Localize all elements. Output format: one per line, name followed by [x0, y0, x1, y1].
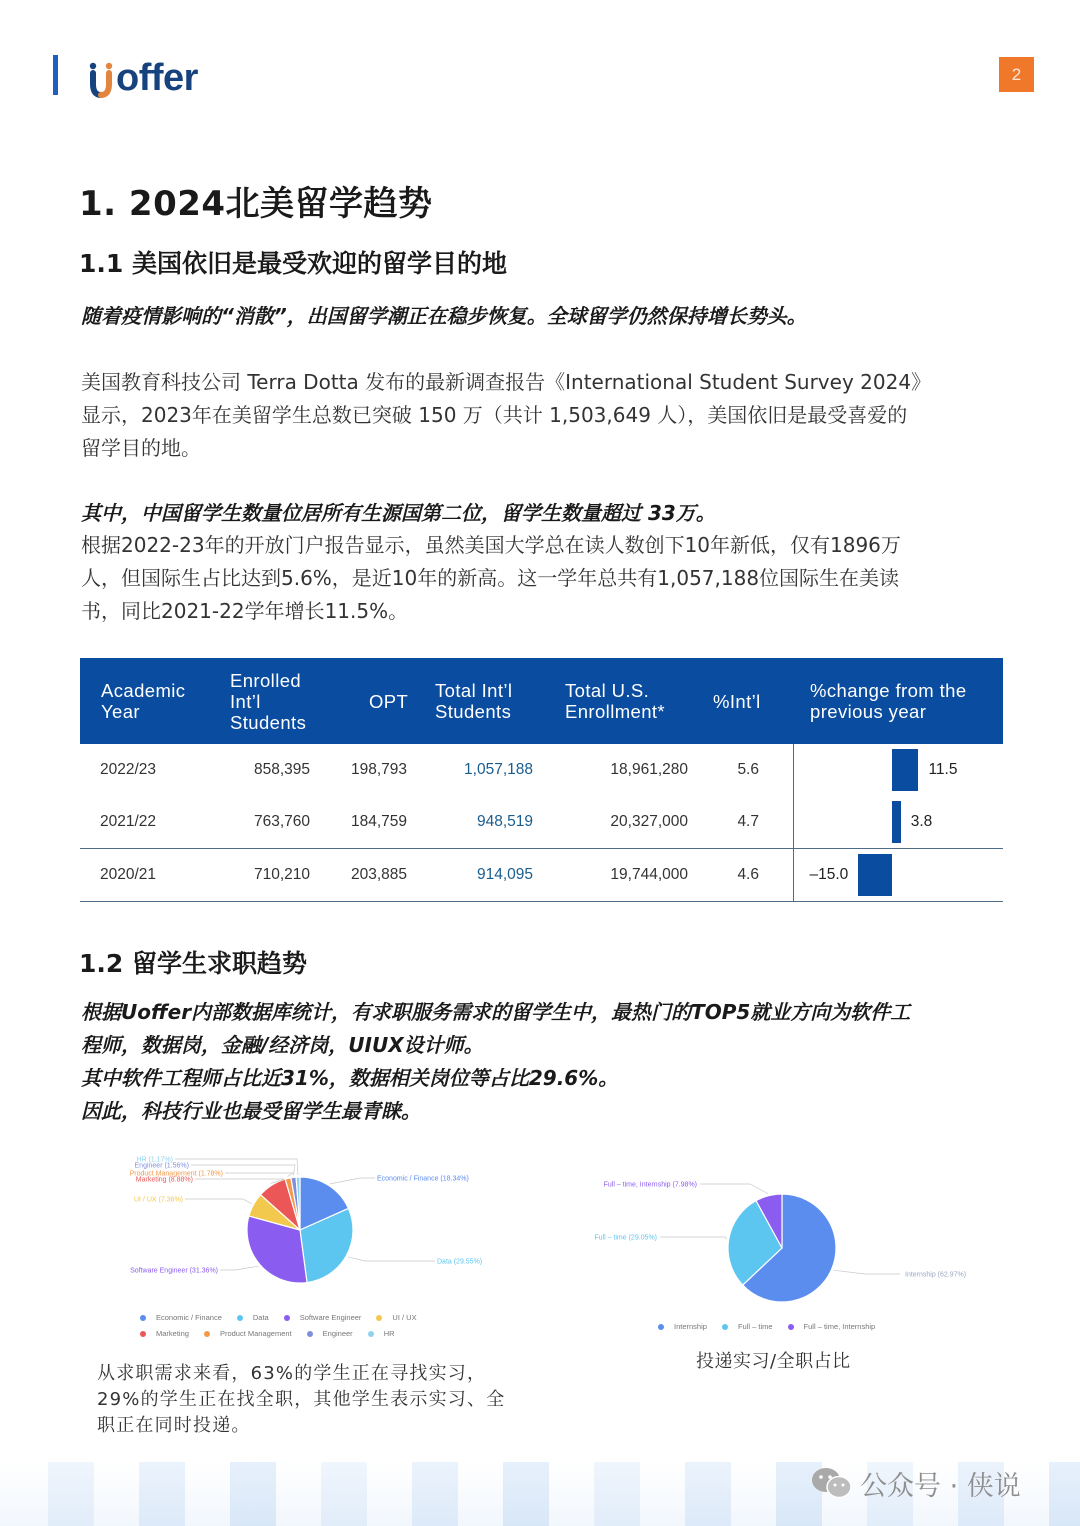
pie-label-leader-line	[833, 1270, 900, 1274]
table-row	[80, 796, 1003, 848]
cell-total-intl: 914,095	[476, 866, 533, 883]
decorative-stripe	[230, 1462, 276, 1526]
header-text: Total Int’l	[435, 680, 513, 701]
cell-total-us: 18,961,280	[610, 761, 688, 778]
legend-item	[658, 1322, 707, 1331]
legend-label: Engineer	[322, 1329, 353, 1338]
legend-item	[722, 1322, 773, 1331]
wechat-icon	[810, 1466, 854, 1500]
header-text: Students	[435, 701, 512, 722]
lead-line: 因此，科技行业也最受留学生最青睐。	[81, 1099, 421, 1123]
cell-total-us: 19,744,000	[610, 866, 688, 883]
decorative-stripe	[1049, 1462, 1080, 1526]
caption-left	[97, 1361, 505, 1439]
header-text: Academic	[101, 680, 186, 701]
cell-year: 2021/22	[100, 813, 157, 830]
caption-line: 职正在同时投递。	[97, 1415, 251, 1436]
header-accent-bar	[53, 55, 58, 95]
header-pct-intl	[713, 658, 809, 744]
lead-text-jobs	[81, 996, 910, 1128]
page-number-badge: 2	[999, 57, 1034, 92]
header-text: %Int’l	[713, 690, 761, 712]
caption-line: 从求职需求来看，63%的学生正在寻找实习，	[97, 1363, 487, 1384]
cell-opt: 184,759	[350, 813, 407, 830]
legend-dot-icon	[368, 1331, 374, 1337]
legend-dot-icon	[722, 1324, 728, 1330]
cell-year: 2020/21	[100, 866, 157, 883]
wechat-watermark	[810, 1462, 1021, 1504]
cell-enrolled: 710,210	[253, 866, 310, 883]
paragraph-open-doors	[81, 529, 901, 628]
paragraph-survey	[81, 366, 931, 465]
legend-label: Full – time	[737, 1322, 773, 1331]
decorative-stripe	[685, 1462, 731, 1526]
legend-label: UI / UX	[392, 1313, 417, 1322]
pie-data-label: Marketing (8.88%)	[135, 1176, 193, 1184]
legend-label: Data	[252, 1313, 269, 1322]
header-text: Int’l	[230, 690, 261, 712]
pie-data-label: Data (29.55%)	[437, 1258, 483, 1266]
subsection-title-1-2: 1.2 留学生求职趋势	[79, 949, 307, 978]
legend-item	[284, 1313, 362, 1322]
cell-total-intl: 1,057,188	[464, 761, 533, 778]
legend-item	[140, 1329, 189, 1338]
legend-item	[140, 1313, 222, 1322]
change-label: 3.8	[910, 813, 933, 830]
table-body	[80, 744, 1003, 902]
decorative-stripe	[321, 1462, 367, 1526]
table-header-row	[80, 658, 1003, 744]
cell-pct-intl: 5.6	[737, 761, 759, 778]
header-text: Total U.S.	[565, 680, 650, 701]
lead-text-2: 其中，中国留学生数量位居所有生源国第二位，留学生数量超过 33万。	[81, 501, 716, 525]
logo-u-mark-icon	[88, 58, 116, 98]
change-bar	[892, 749, 918, 791]
pie-data-label: Engineer (1.56%)	[134, 1162, 189, 1170]
cell-change	[793, 744, 1003, 796]
legend-item	[788, 1322, 876, 1331]
header-total-intl	[435, 658, 565, 744]
decorative-stripe	[48, 1462, 94, 1526]
decorative-stripe	[594, 1462, 640, 1526]
header-academic-year	[80, 658, 230, 744]
paragraph-line: 人，但国际生占比达到5.6%，是近10年的新高。这一学年总共有1,057,188位国际生在美读	[81, 566, 900, 590]
subsection-title-1-1: 1.1 美国依旧是最受欢迎的留学目的地	[79, 249, 507, 278]
lead-line: 根据Uoffer内部数据库统计，有求职服务需求的留学生中，最热门的TOP5就业方向为软件工	[81, 1000, 911, 1024]
legend-dot-icon	[284, 1315, 290, 1321]
legend-label: Marketing	[156, 1329, 189, 1338]
table-row	[80, 744, 1003, 796]
pie-label-leader-line	[225, 1173, 293, 1176]
internship-fulltime-legend	[658, 1322, 890, 1331]
change-bar	[892, 801, 901, 843]
cell-opt: 203,885	[350, 866, 407, 883]
pie-data-label: Software Engineer (31.36%)	[130, 1267, 218, 1275]
legend-label: Software Engineer	[299, 1313, 362, 1322]
legend-item	[376, 1313, 416, 1322]
pie-data-label: Full – time, Internship (7.98%)	[603, 1181, 697, 1189]
paragraph-line: 显示，2023年在美留学生总数已突破 150 万（共计 1,503,649 人），美国依旧是最受喜爱的	[81, 403, 908, 427]
header-change	[809, 658, 1003, 744]
pie-label-leader-line	[330, 1178, 375, 1184]
pie-label-leader-line	[220, 1266, 259, 1270]
header-text: OPT	[369, 690, 409, 712]
logo-text: offer	[116, 57, 198, 99]
caption-line: 29%的学生正在找全职，其他学生表示实习、全	[97, 1389, 506, 1410]
legend-item	[204, 1329, 292, 1338]
legend-dot-icon	[376, 1315, 382, 1321]
legend-dot-icon	[658, 1324, 664, 1330]
header-text: Enrollment*	[565, 701, 666, 722]
career-direction-legend	[140, 1313, 480, 1338]
header-text: Year	[101, 701, 140, 722]
cell-total-intl: 948,519	[476, 813, 533, 830]
legend-dot-icon	[788, 1324, 794, 1330]
cell-enrolled: 763,760	[253, 813, 310, 830]
lead-line: 程师，数据岗，金融/经济岗，UIUX设计师。	[81, 1033, 484, 1057]
legend-dot-icon	[140, 1315, 146, 1321]
header-opt	[352, 658, 435, 744]
pie-data-label: Full – time (29.05%)	[594, 1234, 657, 1242]
header-enrolled	[230, 658, 352, 744]
header-text: %change from the	[810, 680, 967, 701]
decorative-stripe	[503, 1462, 549, 1526]
legend-label: Full – time, Internship	[803, 1322, 876, 1331]
cell-opt: 198,793	[350, 761, 407, 778]
pie-label-leader-line	[700, 1184, 768, 1194]
change-label: 11.5	[928, 761, 958, 778]
paragraph-line: 留学目的地。	[81, 436, 201, 460]
cell-pct-intl: 4.6	[737, 866, 759, 883]
career-direction-pie-chart	[125, 1148, 485, 1298]
paragraph-line: 书，同比2021-22学年增长11.5%。	[81, 599, 409, 623]
cell-enrolled: 858,395	[253, 761, 310, 778]
pie-label-leader-line	[660, 1237, 727, 1239]
legend-label: Product Management	[219, 1329, 292, 1338]
pie-data-label: UI / UX (7.36%)	[133, 1196, 183, 1204]
table-row	[80, 848, 1003, 902]
lead-line: 其中软件工程师占比近31%，数据相关岗位等占比29.6%。	[81, 1066, 619, 1090]
header-total-us	[565, 658, 713, 744]
cell-year: 2022/23	[100, 761, 157, 778]
legend-item	[368, 1329, 395, 1338]
pie-data-label: Internship (62.97%)	[905, 1271, 967, 1279]
pie-data-label: HR (1.17%)	[136, 1156, 173, 1164]
section-title: 1. 2024北美留学趋势	[79, 184, 433, 224]
pie-data-label: Product Management (1.78%)	[129, 1170, 223, 1178]
pie-label-leader-line	[348, 1257, 435, 1261]
chart-caption-right: 投递实习/全职占比	[696, 1351, 851, 1372]
uoffer-logo	[88, 52, 198, 98]
pie-label-leader-line	[185, 1199, 252, 1204]
enrollment-table	[80, 658, 1003, 902]
watermark-text: 公众号 · 侠说	[860, 1470, 1021, 1502]
paragraph-line: 根据2022-23年的开放门户报告显示，虽然美国大学总在读人数创下10年新低，仅有1896万	[81, 533, 901, 557]
legend-dot-icon	[307, 1331, 313, 1337]
internship-fulltime-pie-chart	[575, 1170, 990, 1305]
legend-label: Internship	[674, 1322, 707, 1331]
cell-pct-intl: 4.7	[737, 813, 759, 830]
decorative-stripe	[412, 1462, 458, 1526]
header-text: previous year	[810, 701, 927, 722]
change-label: –15.0	[809, 866, 849, 883]
decorative-stripe	[139, 1462, 185, 1526]
change-bar	[858, 854, 893, 896]
pie-label-leader-line	[195, 1179, 285, 1183]
cell-change	[793, 796, 1003, 848]
header-text: Students	[230, 711, 307, 733]
legend-label: HR	[383, 1329, 395, 1338]
legend-dot-icon	[204, 1331, 210, 1337]
legend-item	[237, 1313, 269, 1322]
cell-change	[793, 849, 1003, 901]
lead-text-1: 随着疫情影响的“消散”，出国留学潮正在稳步恢复。全球留学仍然保持增长势头。	[81, 304, 807, 328]
legend-dot-icon	[237, 1315, 243, 1321]
header-text: Enrolled	[230, 669, 302, 691]
pie-data-label: Economic / Finance (18.34%)	[377, 1175, 469, 1183]
paragraph-line: 美国教育科技公司 Terra Dotta 发布的最新调查报告《International Student Survey 2024》	[81, 370, 932, 394]
cell-total-us: 20,327,000	[610, 813, 688, 830]
legend-item	[307, 1329, 353, 1338]
legend-dot-icon	[140, 1331, 146, 1337]
legend-label: Economic / Finance	[156, 1313, 222, 1322]
